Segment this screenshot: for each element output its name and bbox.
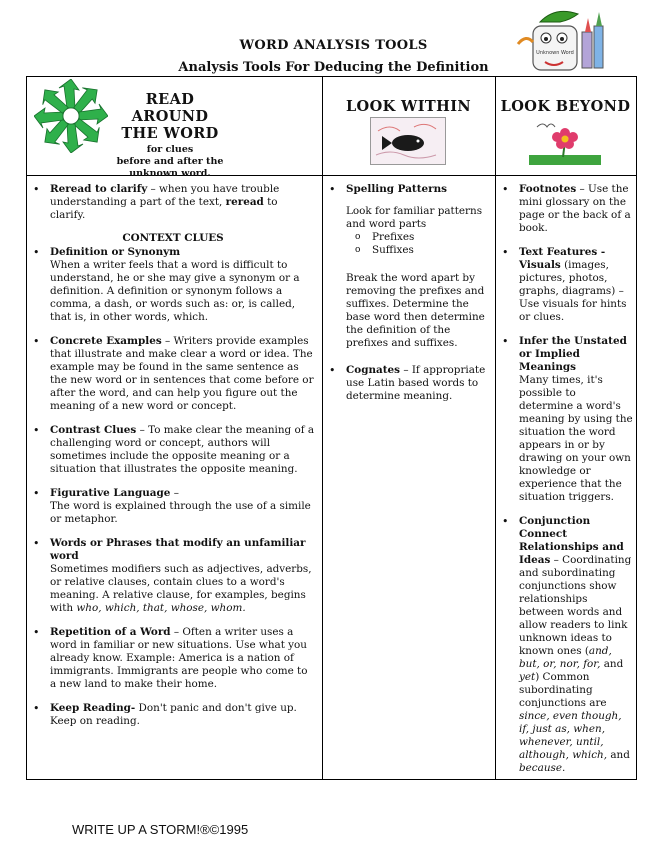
sub-list-item: o Prefixes	[372, 231, 490, 244]
spelling-text: Look for familiar patterns and word parts	[346, 205, 483, 230]
heading-look-beyond: LOOK BEYOND	[500, 98, 631, 115]
header-read-around	[26, 77, 322, 179]
sub-list-item: o Suffixes	[372, 244, 490, 257]
page-subtitle: Analysis Tools For Deducing the Definition	[178, 60, 489, 75]
context-clues-heading: CONTEXT CLUES	[122, 232, 224, 244]
subheading-line: for clues	[146, 144, 194, 155]
list-item: • Footnotes – Use the mini glossary on the page or the back of a book.	[519, 183, 633, 235]
break-apart-text: Break the word apart by removing the prefixes and suffixes. Determine the base word then determine the definition of the prefixes and suffixes.	[346, 272, 485, 349]
column-look-beyond	[499, 183, 633, 786]
column-look-within	[326, 183, 490, 414]
tools-table	[26, 76, 637, 780]
header-look-within	[322, 77, 495, 175]
list-item: • Conjunction Connect Relationships and Ideas – Coordinating and subordinating conjunctions show relationships between words and allow readers to link unknown ideas to known ones (and, but, or, nor, for, and yet) Common subordinating conjunctions are since, even though, if, just as, when, whenever, until, although, which, and because.	[519, 515, 633, 775]
mascot-label: Unknown Word	[536, 50, 574, 56]
fish-illustration	[370, 117, 446, 165]
list-item: • Figurative Language – The word is explained through the use of a simile or metaphor.	[50, 487, 316, 526]
list-item: • Spelling Patterns	[346, 183, 490, 196]
list-item: • Cognates – If appropriate use Latin based words to determine meaning.	[346, 364, 490, 403]
flower-illustration	[529, 117, 601, 165]
column-read-around	[30, 183, 316, 739]
unknown-word-mascot-illustration	[500, 4, 618, 76]
list-item: • Words or Phrases that modify an unfamiliar word Sometimes modifiers such as adjectives, adverbs, or relative clauses, contain clues to a word's meaning. A relative clause, for examples, begins with who, which, that, whose, whom.	[50, 537, 316, 615]
heading-read-around: READ AROUND	[131, 91, 209, 125]
list-item: • Keep Reading- Don't panic and don't give up. Keep on reading.	[50, 702, 316, 728]
page-title: WORD ANALYSIS TOOLS	[239, 38, 428, 53]
green-arrows-icon	[34, 79, 108, 153]
list-item: • Contrast Clues – To make clear the meaning of a challenging word or concept, authors will sometimes include the opposite meaning or a situation that illustrates the opposite meaning.	[50, 424, 316, 476]
list-item: • Repetition of a Word – Often a writer uses a word in familiar or new situations. Use what you already know. Example: America is a nation of immigrants. Immigrants are people who come to a new land to make their home.	[50, 626, 316, 691]
subheading-line: before and after the	[116, 156, 224, 167]
list-item: • Definition or Synonym When a writer feels that a word is difficult to understand, he or she may give a synonym or a definition. A definition or synonym follows a comma, a dash, or words such as: or, is called, that is, in other words, which.	[50, 246, 316, 324]
heading-look-within: LOOK WITHIN	[345, 98, 472, 115]
subheading-line: unknown word.	[129, 168, 211, 179]
heading-the-word: THE WORD	[121, 125, 219, 142]
header-look-beyond	[495, 77, 636, 175]
list-item: • Concrete Examples – Writers provide examples that illustrate and make clear a word or idea. The example may be found in the same sentence as the new word or in sentences that come before or after the word, and can help you figure out the meaning of a new word or concept.	[50, 335, 316, 413]
footer-copyright: WRITE UP A STORM!®©1995	[72, 822, 249, 837]
list-item: • Reread to clarify – when you have trouble understanding a part of the text, reread to clarify.	[50, 183, 316, 222]
list-item: • Text Features - Visuals (images, pictures, photos, graphs, diagrams) – Use visuals for hints or clues.	[519, 246, 633, 324]
list-item: • Infer the Unstated or Implied Meanings Many times, it's possible to determine a word's meaning by using the situation the word appears in or by drawing on your own knowledge or experience that the situation triggers.	[519, 335, 633, 504]
